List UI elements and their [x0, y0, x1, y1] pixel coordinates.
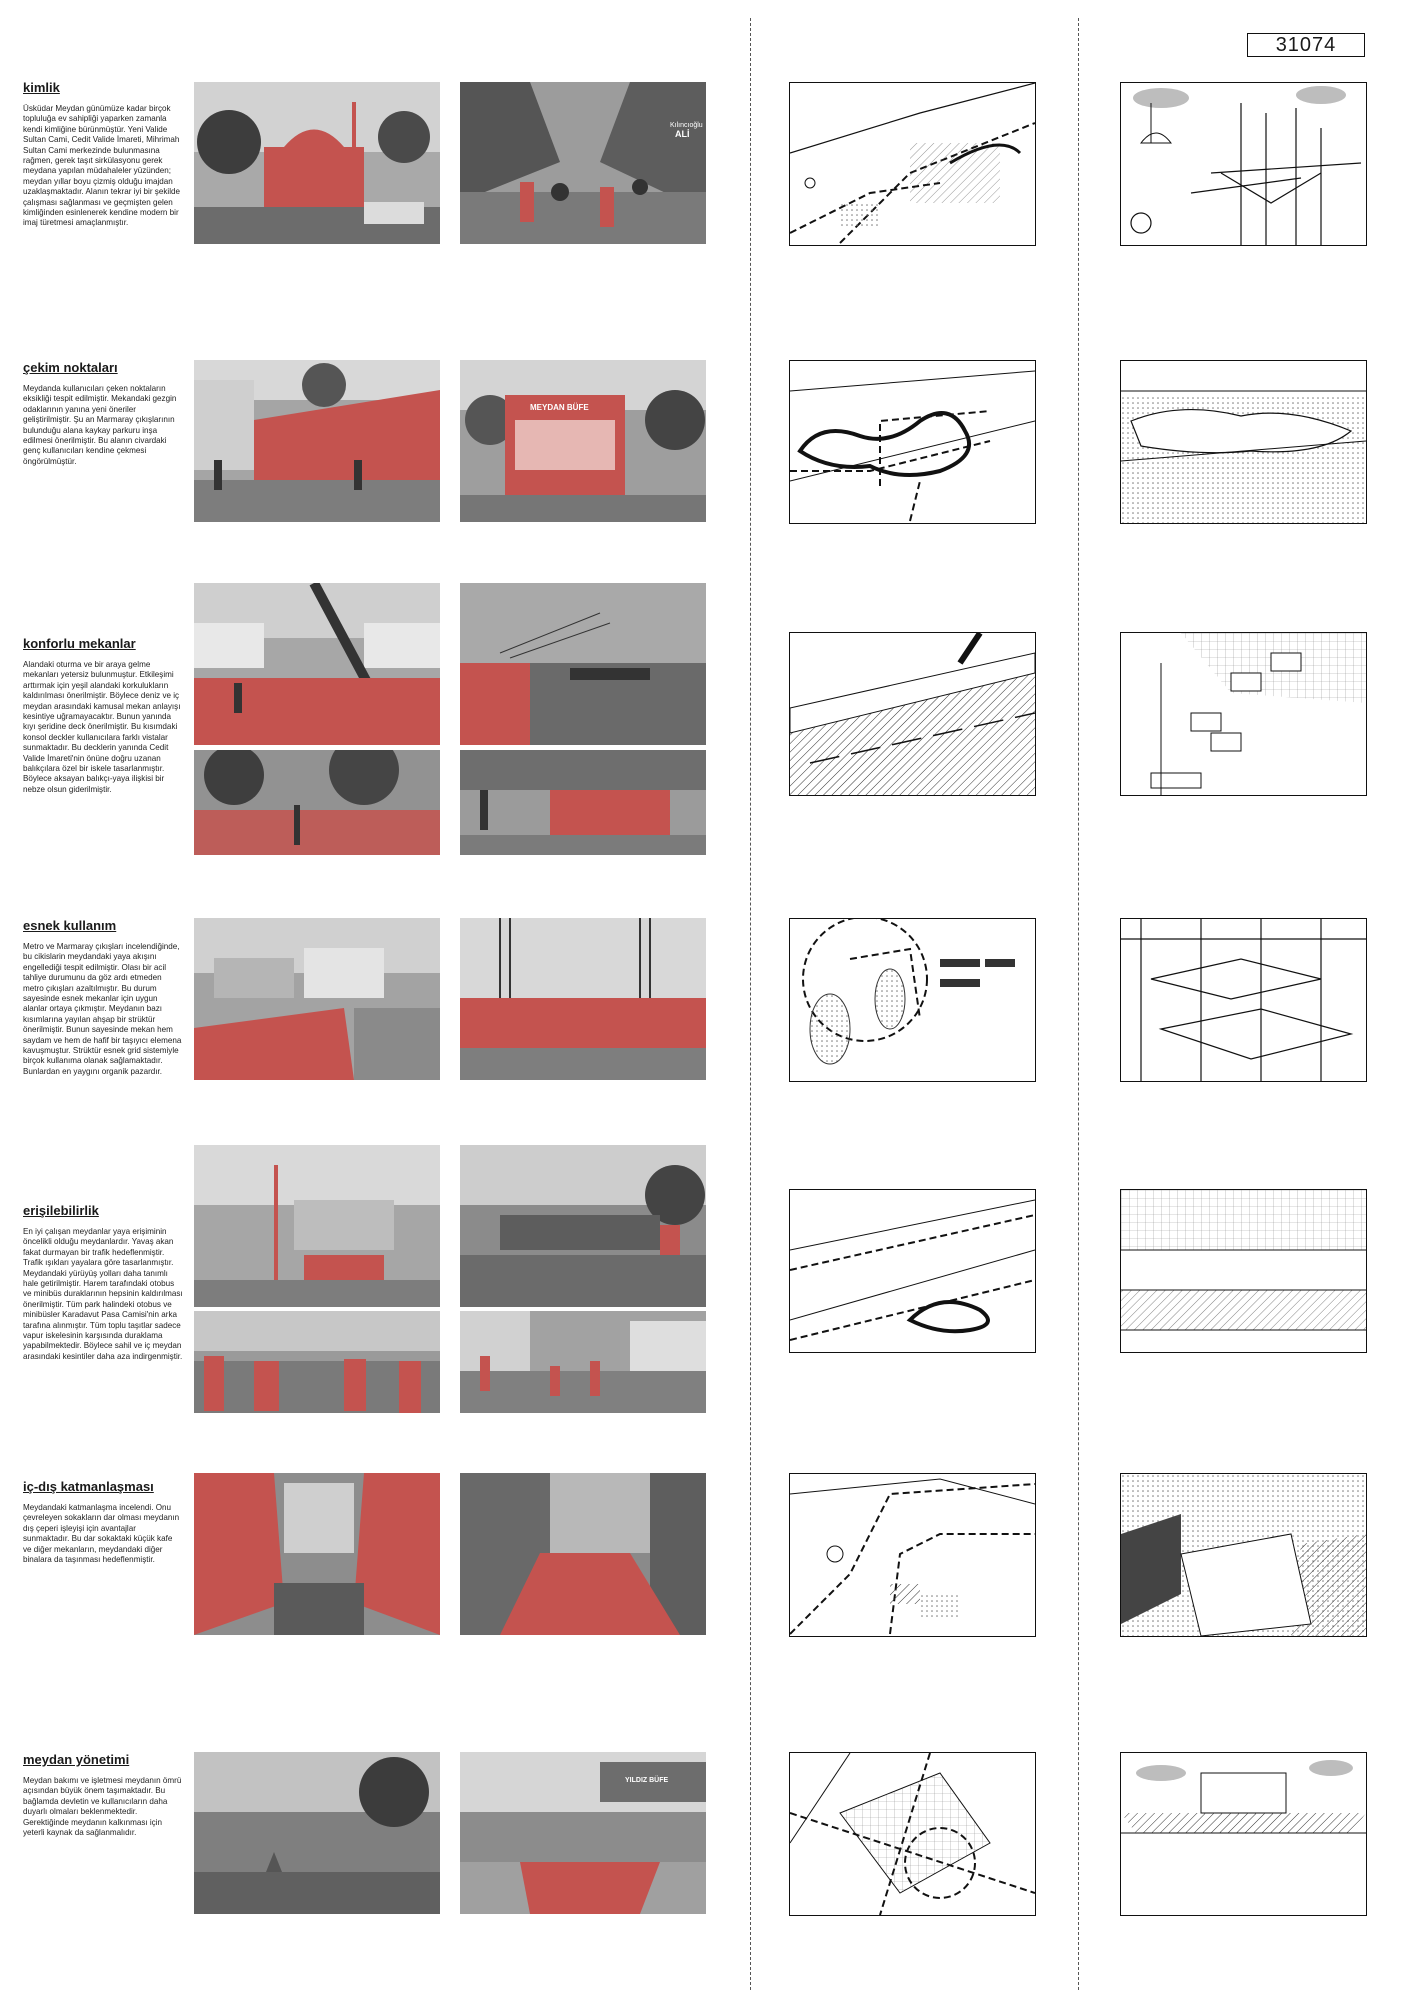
- plan-ic-dis-katmanlasmasi: [789, 1473, 1036, 1637]
- section-body: En iyi çalışan meydanlar yaya erişiminin öncelikli olduğu meydanlardır. Yavaş akan fakat durmayan bir trafik hedeflenmiştir. Trafik ışıkları yayalara göre tasarlanmıştır. Meydandaki yürüyüş yolları daha tanımlı hale getirilmiştir. Harem tarafındaki otobus ve minibüs duraklarının hepsinin kaldırılması önerilmiştir. Tüm park halindeki otobus ve minibüsler Karadavut Pasa Camisi'nin arka tarafına alınmıştır. Tüm toplu taşıtlar sadece vapur iskelesinin karşısında duraklama yapabilmektedir. Böylece sahil ve iç meydan arasındaki kesintiler daha aza indirgenmiştir.: [23, 1227, 183, 1361]
- column-divider-right: [1078, 18, 1079, 1990]
- photo-fishermen: [460, 583, 706, 745]
- section-body: Meydan bakımı ve işletmesi meydanın ömrü açısından büyük önem taşımaktadır. Bu bağlamda devletin ve kullanıcıların daha duyarlı olmaları beklenmektedir. Gerektiğinde meydanın kalkınması için yeterli kaynak da sağlanmalıdır.: [23, 1776, 182, 1838]
- perspective-konforlu-mekanlar: [1120, 632, 1367, 796]
- section-title: esnek kullanım: [23, 918, 117, 933]
- section-body: Üsküdar Meydan günümüze kadar birçok topluluğa ev sahipliği yaparken zamanla kendi kimliğine bürünmüştür. Yeni Valide Sultan Cami, Cedit Valide İmareti, Mihrimah Sultan Cami merkezinde bulunmasına rağmen, gerek taşıt sirkülasyonu gerek meydana yapılan müdahaleler yüzünden; meydan yıllar boyu çizmiş olduğu imajdan uzaklaşmaktadır. Alanın tekrar iyi bir şekilde çalışması sağlanması ve geçmişten gelen kimliğinden esinlenerek kendine modern bir imaj türetmesi amaçlanmıştır.: [23, 104, 180, 228]
- perspective-erisilebilirlik: [1120, 1189, 1367, 1353]
- photo-metro-exit: [194, 918, 440, 1080]
- photo-wall-square: [194, 360, 440, 522]
- section-title: iç-dış katmanlaşması: [23, 1479, 154, 1494]
- photo-stairs: [460, 1473, 706, 1635]
- column-divider-left: [750, 18, 751, 1990]
- kiosk-sign: MEYDAN BÜFE: [530, 403, 589, 412]
- photo-narrow-street: [194, 1473, 440, 1635]
- plan-meydan-yonetimi: [789, 1752, 1036, 1916]
- buffet-sign: YILDIZ BÜFE: [625, 1777, 669, 1784]
- plan-esnek-kullanim: [789, 918, 1036, 1082]
- perspective-cekim-noktalari: [1120, 360, 1367, 524]
- section-body: Meydandaki katmanlaşma incelendi. Onu çevreleyen sokakların dar olması meydanın dış çeperi işleyişi için avantajlar sunmaktadır. Bu dar sokaktaki küçük kafe ve diğer mekanların, meydandaki diğer binalara da taşınması hedeflenmiştir.: [23, 1503, 180, 1565]
- perspective-meydan-yonetimi: [1120, 1752, 1367, 1916]
- photo-park-benches: [194, 750, 440, 855]
- plan-erisilebilirlik: [789, 1189, 1036, 1353]
- section-title: kimlik: [23, 80, 60, 95]
- photo-road-cars: [460, 1145, 706, 1307]
- section-body: Alandaki oturma ve bir araya gelme mekanları yetersiz bulunmuştur. Etkileşimi arttırmak için yeşil alandaki korkulukların kaldırılması önerilmiştir. Böylece deniz ve iç meydan arasındaki kamusal mekan anlayışı kesintiye uğramayacaktır. Bunun yanında kıyı şeridine deck önerilmiştir. Bu kısımdaki konsol deckler kullanıcılara farklı vistalar sunmaktadır. Bu decklerin yanında Cedit Valide İmareti'nin önüne doğru uzanan balıkçılara özel bir iskele tasarlanmıştır. Böylece aksayan balıkçı-yaya ilişkisi bir nebze olsun giderilmiştir.: [23, 660, 181, 794]
- plan-kimlik: [789, 82, 1036, 246]
- photo-crowd-bus: [194, 1311, 440, 1413]
- photo-buffet-stairs: [460, 1752, 706, 1914]
- shop-sign: ALİ: [675, 129, 690, 139]
- photo-traffic-light: [194, 1145, 440, 1307]
- plan-konforlu-mekanlar: [789, 632, 1036, 796]
- plan-cekim-noktalari: [789, 360, 1036, 524]
- perspective-kimlik: [1120, 82, 1367, 246]
- sheet-id: 31074: [1247, 33, 1365, 57]
- photo-construction: [194, 1752, 440, 1914]
- photo-bus-stop: [460, 1311, 706, 1413]
- section-body: Metro ve Marmaray çıkışları incelendiğinde, bu cikislarin meydandaki yaya akışını engellediği tespit edilmiştir. Olası bir acil tahliye durumunu da göz ardı etmeden metro çıkışları azaltılmıştır. Bu durum sayesinde esnek mekanlar için uygun alanlar ortaya çıkmıştır. Meydanın bazı kısımlarına yayılan ahşap bir strüktür önerilmiştir. Bunun sayesinde mekan hem saydam ve hem de hafif bir taşıyıcı elemena kavuşmuştur. Strüktür esnek grid sistemiyle birçok kullanıma olanak sağlamaktadır. Bunlardan en yaygını organik pazardır.: [23, 942, 182, 1076]
- section-body: Meydanda kullanıcıları çeken noktaların eksikliği tespit edilmiştir. Mekandaki gezgin odaklarının yanına yeni öneriler geliştirilmiştir. Şu an Marmaray çıkışlarının bulunduğu alana kaykay parkuru inşa edilmesi önerilmiştir. Bu alanın civardaki genç kullanıcıları kendine çekmesi öngörülmüştür.: [23, 384, 177, 466]
- photo-mosque: [194, 82, 440, 244]
- section-title: çekim noktaları: [23, 360, 118, 375]
- perspective-esnek-kullanim: [1120, 918, 1367, 1082]
- photo-sitting-people: [460, 750, 706, 855]
- photo-bus-station: [460, 918, 706, 1080]
- section-title: konforlu mekanlar: [23, 636, 136, 651]
- photo-waterfront-tree: [194, 583, 440, 745]
- section-title: erişilebilirlik: [23, 1203, 99, 1218]
- photo-street-market: [460, 82, 706, 244]
- photo-kiosk: [460, 360, 706, 522]
- perspective-ic-dis-katmanlasmasi: [1120, 1473, 1367, 1637]
- shop-sign: Kılıncıoğlu: [670, 122, 703, 129]
- section-title: meydan yönetimi: [23, 1752, 130, 1767]
